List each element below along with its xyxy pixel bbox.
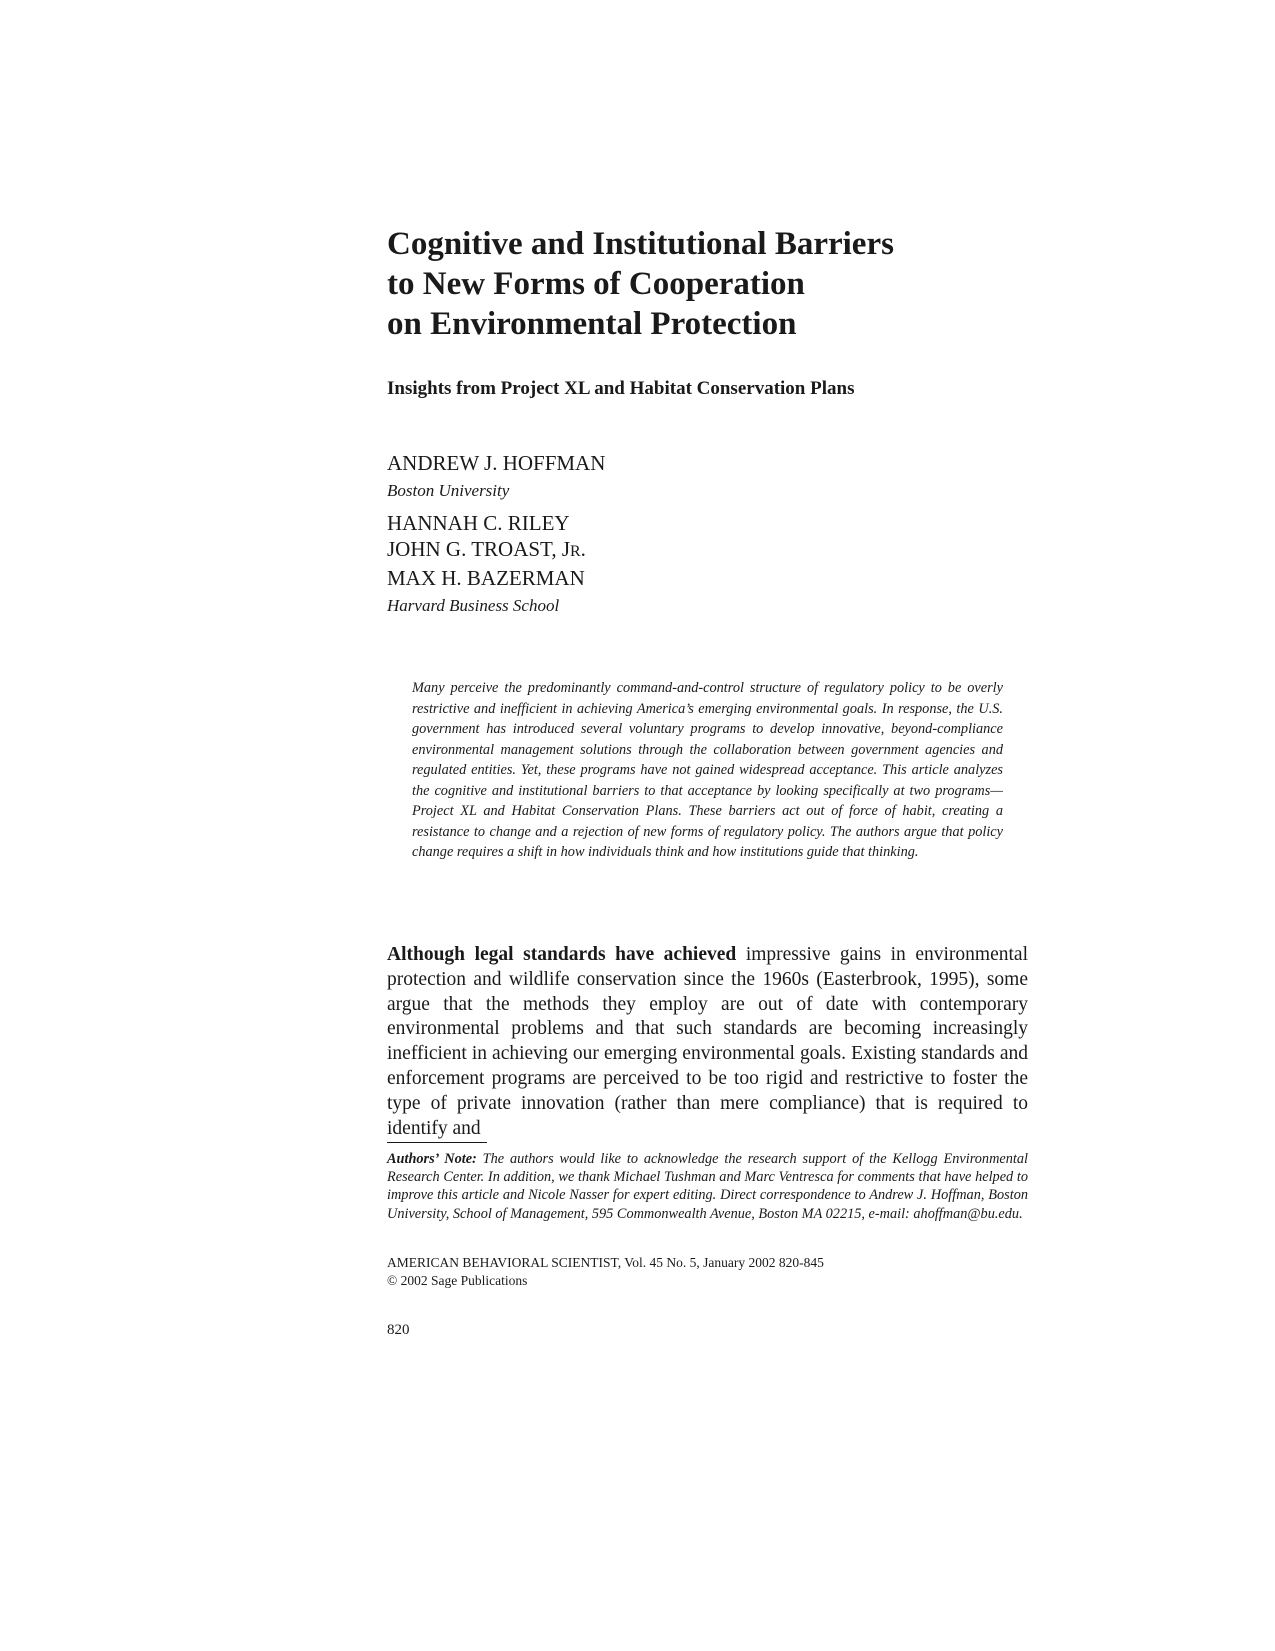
journal-copyright: © 2002 Sage Publications (387, 1272, 528, 1288)
author-name-suffix: R (570, 543, 581, 560)
author-name-end: . (580, 537, 586, 561)
author-affiliation: Harvard Business School (387, 596, 560, 615)
author-name-main: JOHN G. TROAST, J (387, 537, 570, 561)
title-line-3: on Environmental Protection (387, 306, 797, 342)
author-affiliation: Boston University (387, 481, 510, 500)
article-title (387, 224, 1028, 344)
title-line-1: Cognitive and Institutional Barriers (387, 226, 894, 262)
author-name: HANNAH C. RILEY (387, 511, 570, 535)
lead-in-text: Although legal standards have achieved (387, 944, 737, 965)
journal-info (387, 1254, 1028, 1289)
author-name: ANDREW J. HOFFMAN (387, 451, 606, 475)
abstract: Many perceive the predominantly command-and-control structure of regulatory policy to be overly restrictive and inefficient in achieving America’s emerging environmental goals. In response, the U.S. government has introduced several voluntary programs to develop innovative, beyond-compliance environmental management solutions through the collaboration between government agencies and regulated entities. Yet, these programs have not gained widespread acceptance. This article analyzes the cognitive and institutional barriers to that acceptance by looking specifically at two programs—Project XL and Habitat Conservation Plans. These barriers act out of force of habit, creating a resistance to change and a rejection of new forms of regulatory policy. The authors argue that policy change requires a shift in how individuals think and how institutions guide that thinking. (412, 680, 1003, 860)
author-name (387, 536, 1028, 565)
author-name: MAX H. BAZERMAN (387, 566, 585, 590)
body-text: impressive gains in environmental protection and wildlife conservation since the 1960s (Easterbrook, 1995), some argue that the methods they employ are out of date with contemporary environmental problems and that such standards are becoming increasingly inefficient in achieving our emerging environmental goals. Existing standards and enforcement programs are perceived to be too rigid and restrictive to foster the type of private innovation (rather than mere compliance) that is required to identify and (387, 944, 1028, 1139)
title-line-2: to New Forms of Cooperation (387, 266, 805, 302)
body-paragraph (387, 943, 1028, 1141)
author-block (387, 450, 1028, 625)
authors-note-text: The authors would like to acknowledge the research support of the Kellogg Environmental Research Center. In addition, we thank Michael Tushman and Marc Ventresca for comments that have helped to improve this article and Nicole Nasser for expert editing. Direct correspondence to Andrew J. Hoffman, Boston University, School of Management, 595 Commonwealth Avenue, Boston MA 02215, e-mail: ahoffman@bu.edu. (387, 1151, 1028, 1222)
authors-note (387, 1150, 1028, 1223)
page-number: 820 (387, 1322, 410, 1338)
article-subtitle: Insights from Project XL and Habitat Conservation Plans (387, 378, 855, 399)
footnote-divider (387, 1142, 487, 1143)
authors-note-label: Authors’ Note: (387, 1151, 477, 1167)
journal-citation: AMERICAN BEHAVIORAL SCIENTIST, Vol. 45 No. 5, January 2002 820-845 (387, 1255, 824, 1270)
